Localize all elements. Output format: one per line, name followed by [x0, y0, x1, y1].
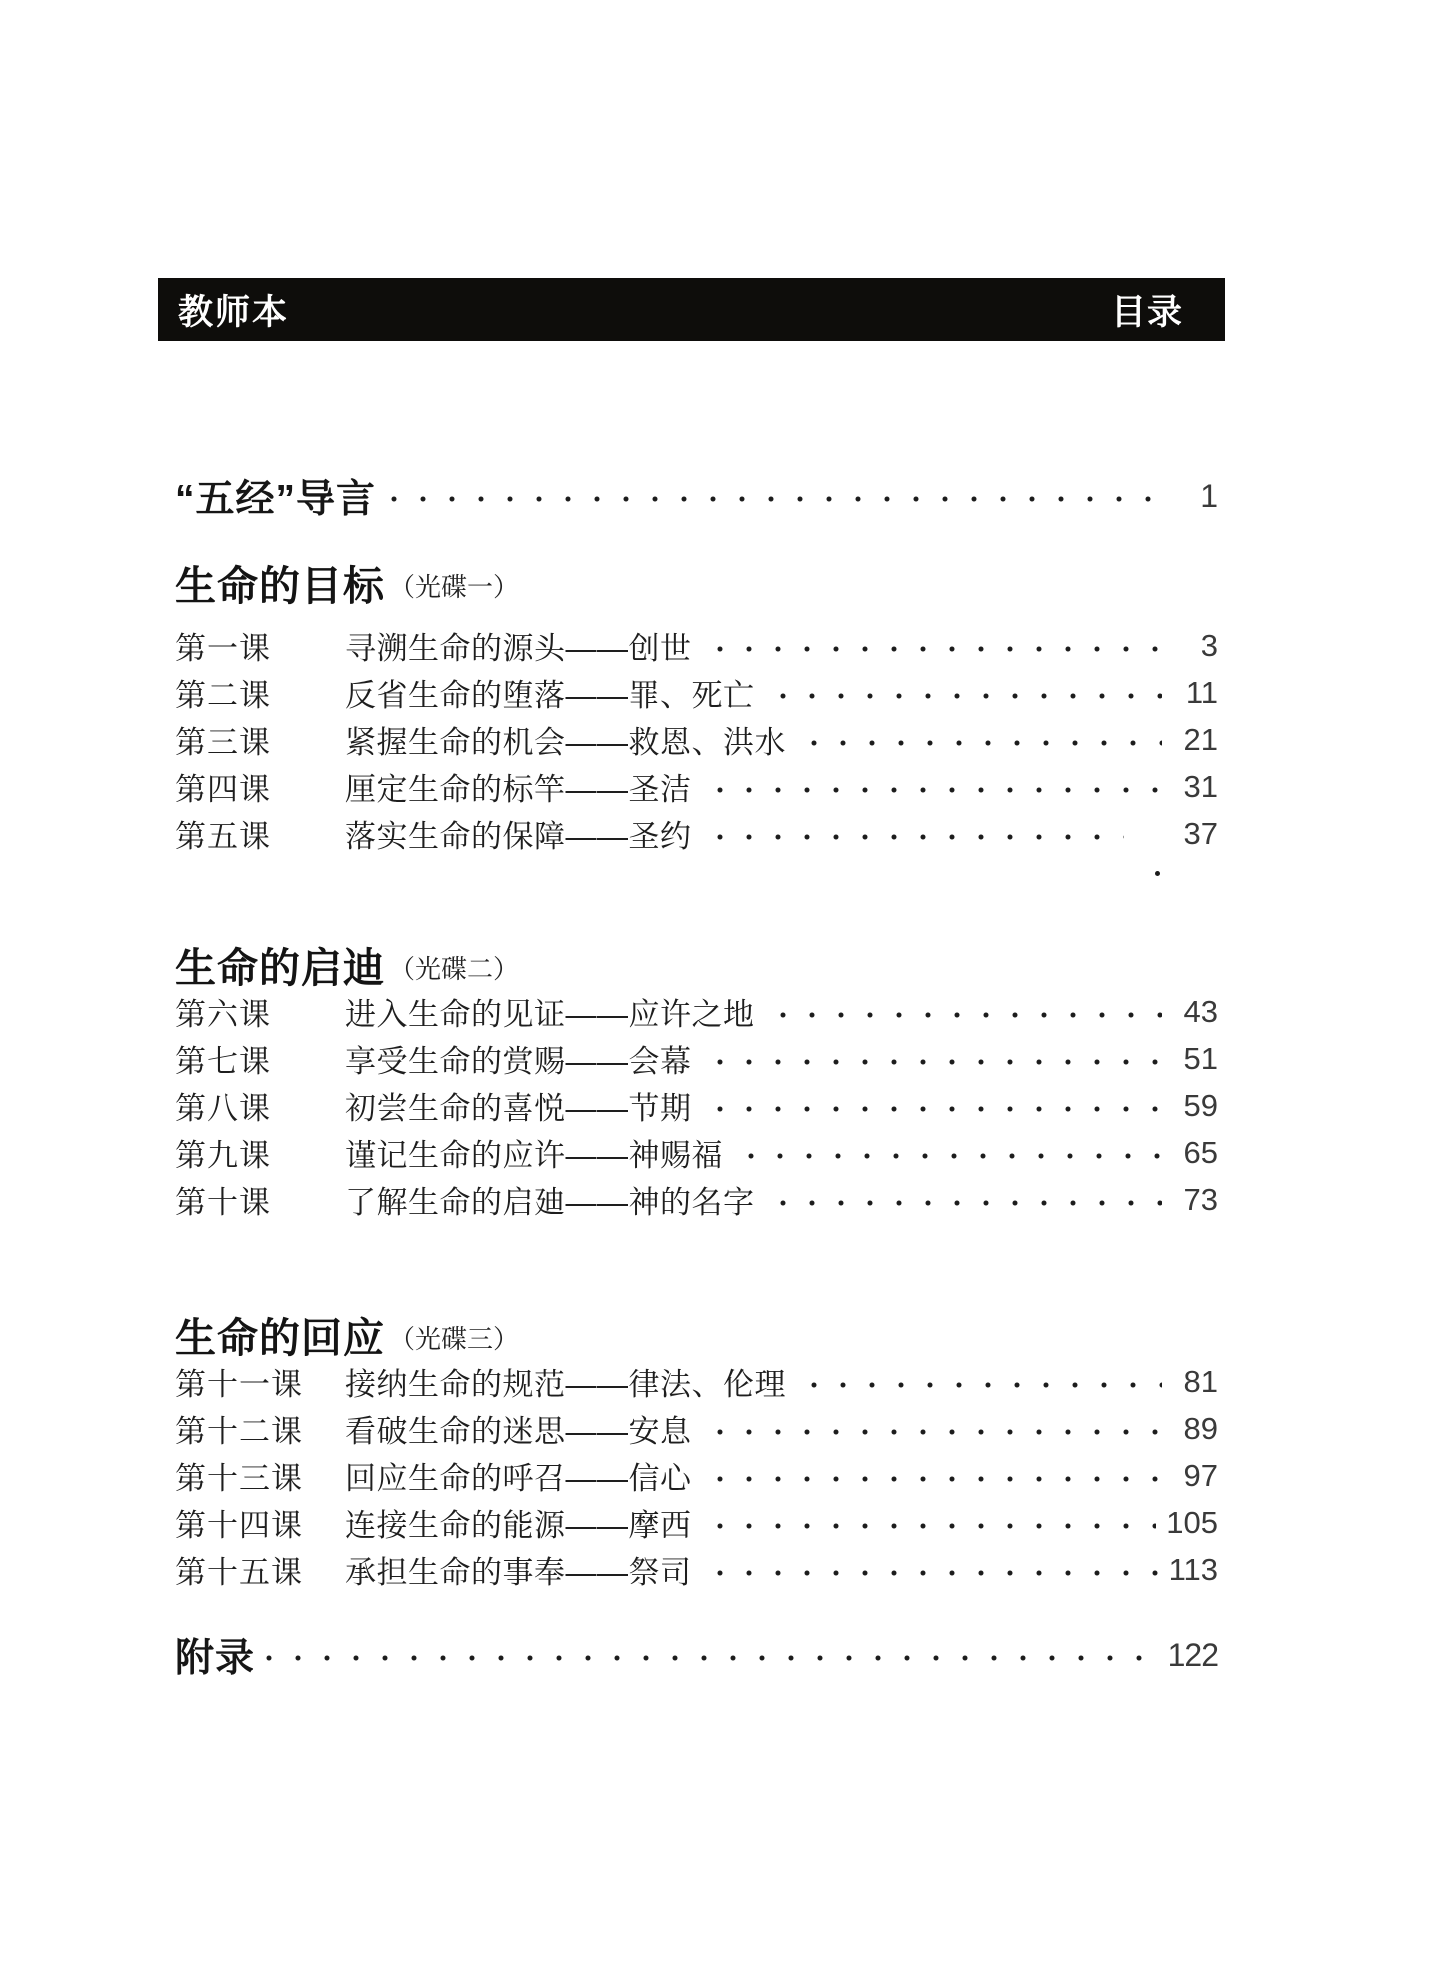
page-number: 31: [1183, 768, 1218, 804]
lesson-number: 第五课: [175, 819, 271, 854]
lesson-number: 第十一课: [175, 1367, 303, 1402]
entry-title: 进入生命的见证——应许之地: [345, 997, 755, 1032]
entry-title: 附录: [175, 1637, 256, 1680]
toc-entry: [175, 1358, 1218, 1405]
page-number: 11: [1185, 674, 1218, 710]
page-number: 37: [1183, 815, 1218, 851]
page-number: 89: [1183, 1410, 1218, 1446]
section-subtitle: （光碟二）: [389, 953, 520, 984]
toc-entry: [175, 810, 1218, 857]
page-number: 51: [1183, 1040, 1218, 1076]
toc-entry: [175, 988, 1218, 1035]
entry-title: “五经”导言: [175, 478, 377, 521]
dot-leader: [716, 1474, 1163, 1484]
toc-entry: [175, 1546, 1218, 1593]
dot-leader: [716, 1521, 1157, 1531]
dot-leader: [779, 691, 1163, 701]
stray-dot: [1155, 871, 1160, 876]
toc-entry: [175, 1129, 1218, 1176]
dot-leader: [779, 1198, 1163, 1208]
dot-leader: [716, 1568, 1159, 1578]
page-number: 81: [1183, 1363, 1218, 1399]
entry-title: 连接生命的能源——摩西: [345, 1508, 692, 1543]
entry-title: 寻溯生命的源头——创世: [345, 631, 692, 666]
entry-title: 落实生命的保障——圣约: [345, 819, 692, 854]
section-1-entries: [175, 622, 1218, 857]
section-2-entries: [175, 988, 1218, 1223]
lesson-number: 第十四课: [175, 1508, 303, 1543]
page-number: 73: [1183, 1181, 1218, 1217]
toc-entry-intro: [175, 468, 1218, 524]
entry-title: 看破生命的迷思——安息: [345, 1414, 692, 1449]
dot-leader: [779, 1010, 1163, 1020]
lesson-number: 第十二课: [175, 1414, 303, 1449]
section-heading-3: [175, 1308, 519, 1360]
toc-entry: [175, 1452, 1218, 1499]
section-3-entries: [175, 1358, 1218, 1593]
lesson-number: 第六课: [175, 997, 271, 1032]
entry-title: 了解生命的启廸——神的名字: [345, 1185, 755, 1220]
section-title: 生命的启迪: [175, 944, 385, 991]
section-subtitle: （光碟三）: [389, 1323, 520, 1354]
dot-leader: [747, 1151, 1162, 1161]
page-number: 65: [1183, 1134, 1218, 1170]
lesson-number: 第九课: [175, 1138, 271, 1173]
toc-entry: [175, 1405, 1218, 1452]
entry-title: 谨记生命的应许——神赐福: [345, 1138, 723, 1173]
section-title: 生命的目标: [175, 562, 385, 609]
lesson-number: 第十三课: [175, 1461, 303, 1496]
entry-title: 厘定生命的标竿——圣洁: [345, 772, 692, 807]
dot-leader: [716, 785, 1163, 795]
toc-entry: [175, 1035, 1218, 1082]
entry-title: 初尝生命的喜悦——节期: [345, 1091, 692, 1126]
lesson-number: 第八课: [175, 1091, 271, 1126]
lesson-number: 第三课: [175, 725, 271, 760]
lesson-number: 第四课: [175, 772, 271, 807]
page-number: 1: [1200, 477, 1218, 514]
page-number: 113: [1168, 1551, 1218, 1587]
toc-entry: [175, 763, 1218, 810]
dot-leader: [810, 1380, 1162, 1390]
dot-leader: [810, 738, 1162, 748]
toc-entry-appendix: [175, 1627, 1218, 1683]
page-number: 105: [1166, 1504, 1218, 1540]
lesson-number: 第一课: [175, 631, 271, 666]
dot-leader: [716, 1057, 1163, 1067]
page-number: 3: [1200, 627, 1218, 663]
entry-title: 反省生命的堕落——罪、死亡: [345, 678, 755, 713]
section-heading-2: [175, 938, 519, 990]
dot-leader: [716, 1427, 1163, 1437]
toc-entry: [175, 669, 1218, 716]
lesson-number: 第十五课: [175, 1555, 303, 1590]
entry-title: 接纳生命的规范——律法、伦理: [345, 1367, 786, 1402]
edition-label: 教师本: [178, 292, 290, 332]
lesson-number: 第七课: [175, 1044, 271, 1079]
toc-entry: [175, 716, 1218, 763]
dot-leader: [716, 832, 1125, 842]
section-heading-1: [175, 556, 519, 608]
entry-title: 回应生命的呼召——信心: [345, 1461, 692, 1496]
page-number: 21: [1183, 721, 1218, 757]
dot-leader: [265, 1653, 1164, 1663]
header-bar: [158, 278, 1225, 341]
page-number: 97: [1183, 1457, 1218, 1493]
section-subtitle: （光碟一）: [389, 571, 520, 602]
lesson-number: 第十课: [175, 1185, 271, 1220]
entry-title: 紧握生命的机会——救恩、洪水: [345, 725, 786, 760]
entry-title: 承担生命的事奉——祭司: [345, 1555, 692, 1590]
toc-entry: [175, 1176, 1218, 1223]
entry-title: 享受生命的赏赐——会幕: [345, 1044, 692, 1079]
page-number: 122: [1167, 1636, 1218, 1673]
dot-leader: [390, 494, 1162, 504]
dot-leader: [716, 644, 1163, 654]
toc-heading: 目录: [1110, 292, 1183, 332]
lesson-number: 第二课: [175, 678, 271, 713]
page-number: 59: [1183, 1087, 1218, 1123]
section-title: 生命的回应: [175, 1314, 385, 1361]
toc-entry: [175, 1499, 1218, 1546]
toc-entry: [175, 1082, 1218, 1129]
page-number: 43: [1183, 993, 1218, 1029]
dot-leader: [716, 1104, 1163, 1114]
toc-entry: [175, 622, 1218, 669]
